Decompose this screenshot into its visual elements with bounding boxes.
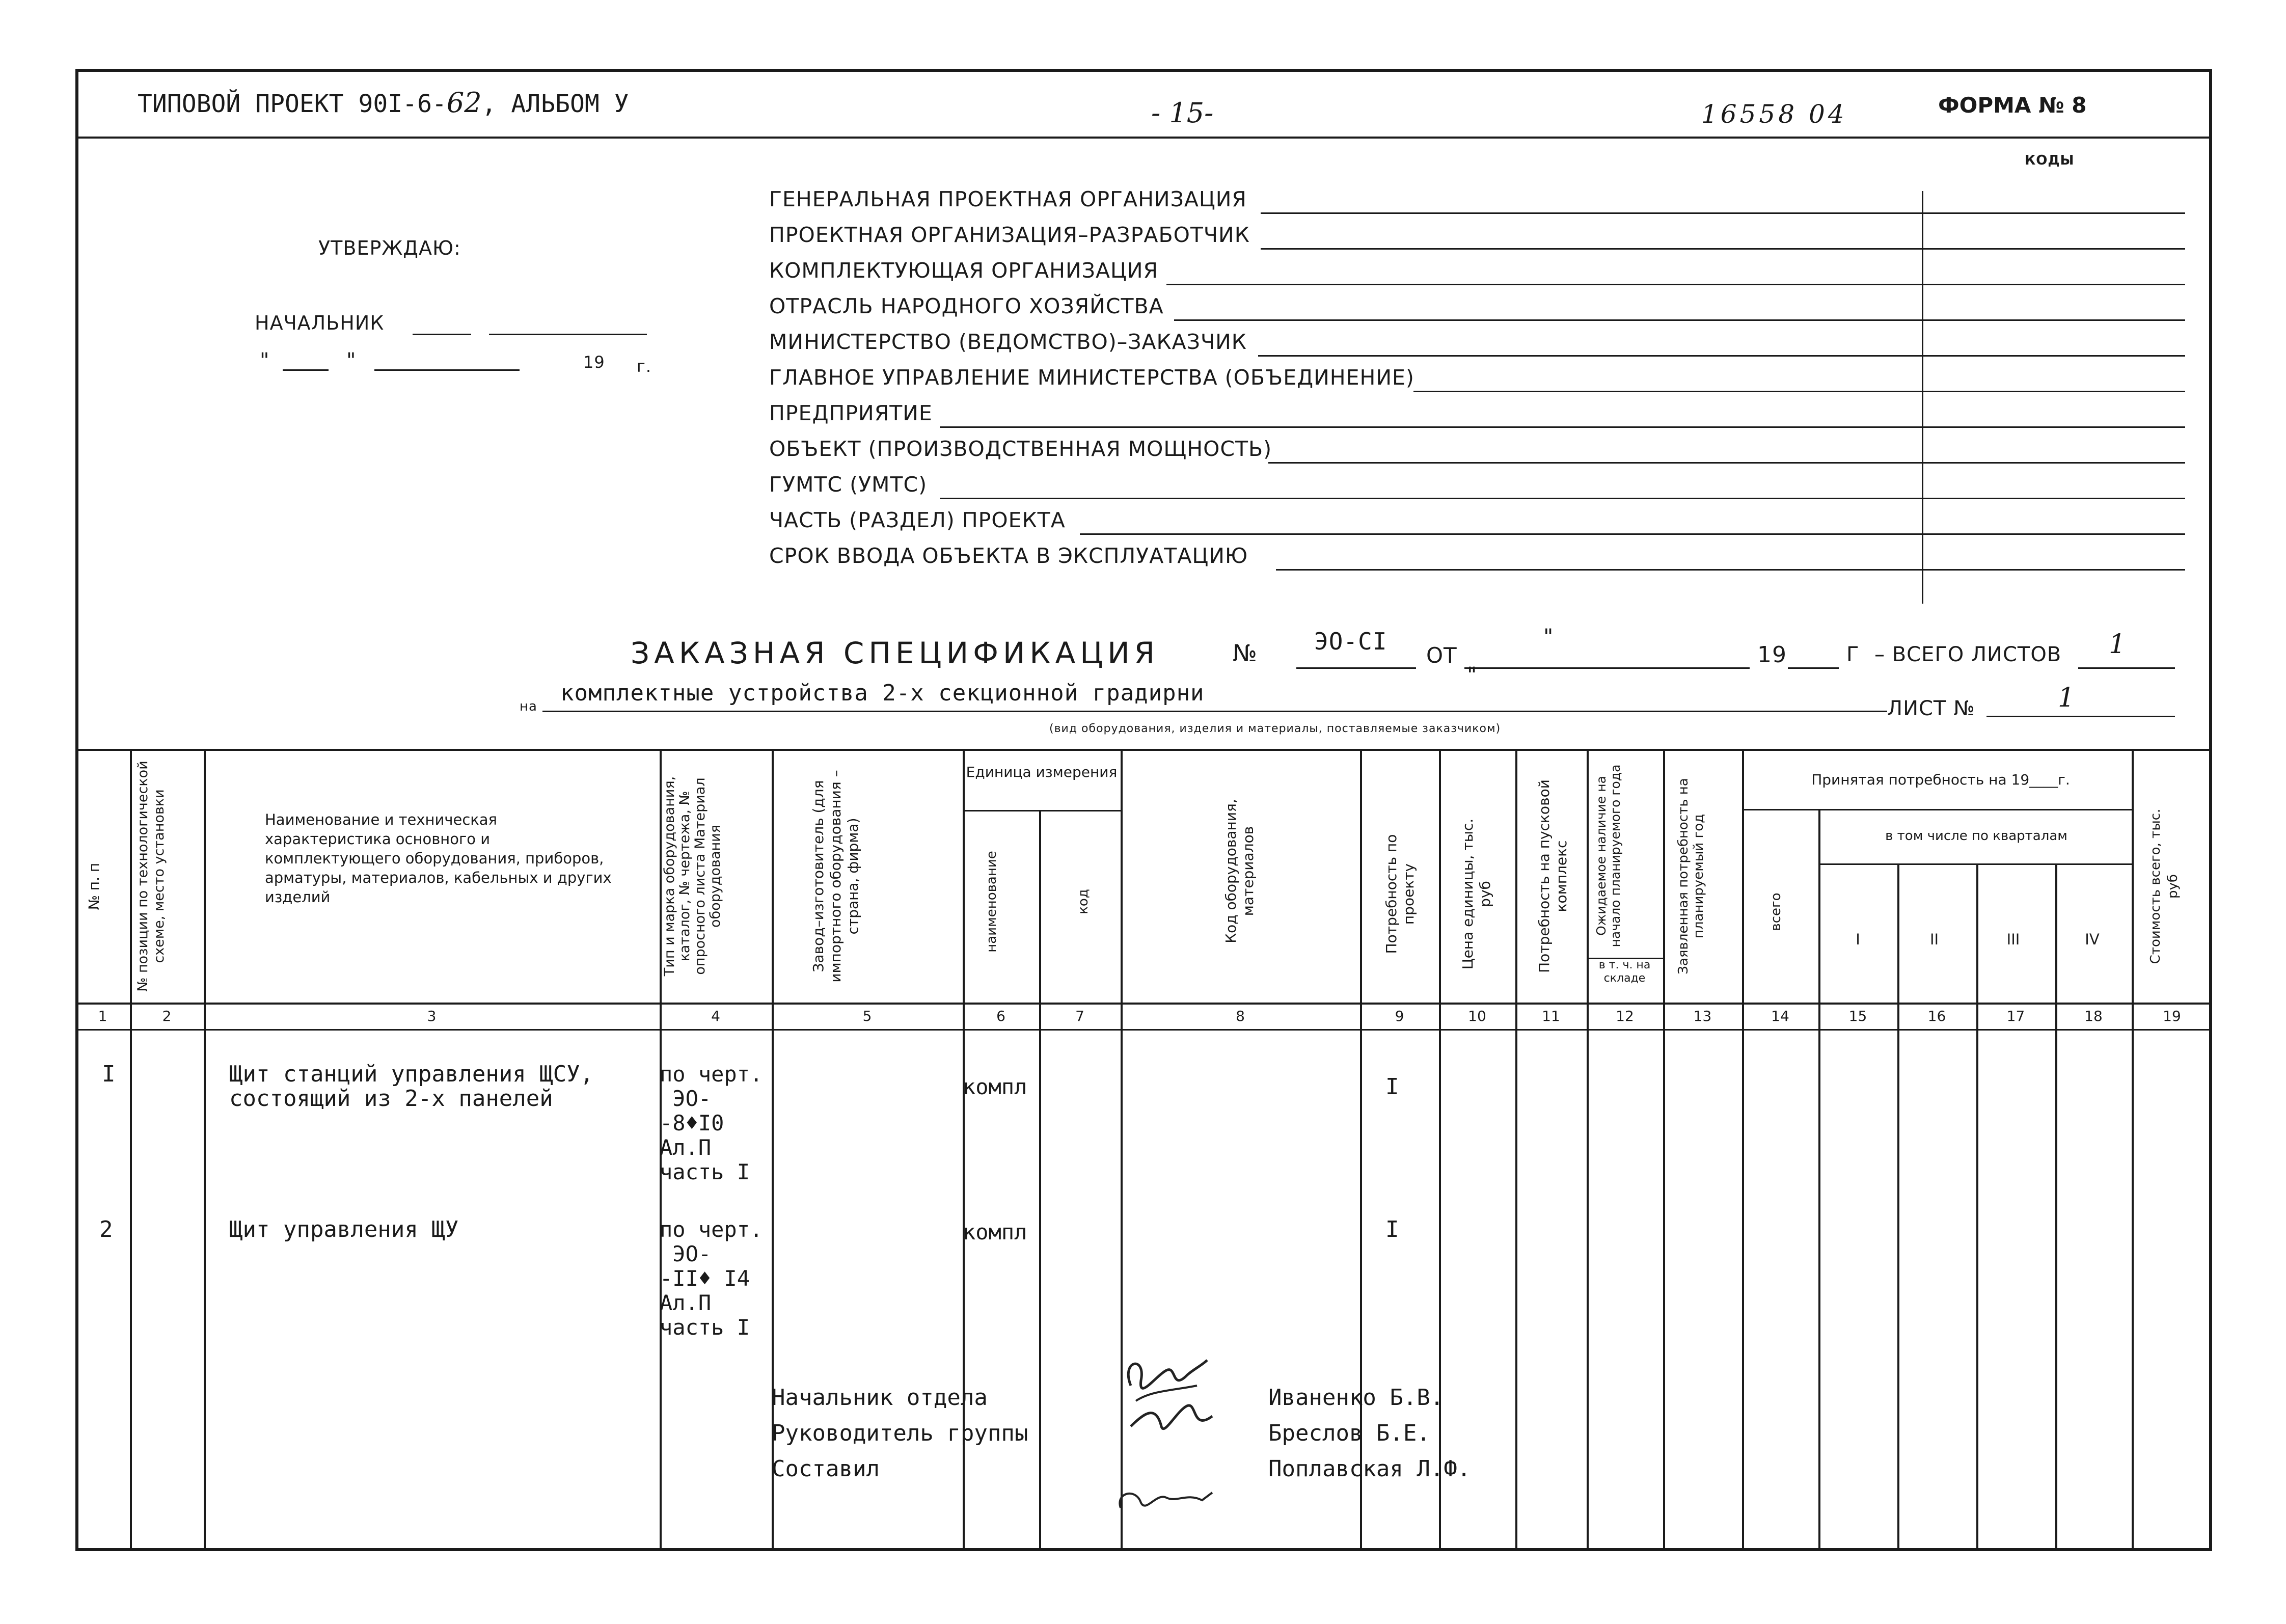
codes-label: КОДЫ [2025, 153, 2075, 168]
approve-g: г. [637, 357, 651, 376]
col-19-header: Стоимость всего, тыс. руб [2148, 808, 2181, 964]
org-field-label: ГЛАВНОЕ УПРАВЛЕНИЕ МИНИСТЕРСТВА (ОБЪЕДИНЕНИЕ) [769, 365, 1414, 390]
column-number: 9 [1395, 1008, 1404, 1024]
column-divider [1818, 809, 1820, 1549]
column-number: 16 [1927, 1008, 1946, 1024]
handwritten-code: 16558 04 [1701, 99, 1847, 129]
org-field-line[interactable] [1174, 319, 2185, 321]
column-number: 13 [1693, 1008, 1712, 1024]
table-top [75, 749, 2212, 751]
project-title: ТИПОВОЙ ПРОЕКТ 90I-6-62, АЛЬБОМ У [138, 87, 629, 119]
signature-role-2: Руководитель группы [772, 1420, 1028, 1446]
column-number: 11 [1542, 1008, 1560, 1024]
column-number: 6 [996, 1008, 1005, 1024]
row-1-number: I [102, 1061, 116, 1087]
sheet-number-label: ЛИСТ № [1887, 697, 1975, 720]
column-divider [1897, 863, 1899, 1549]
page-number: - 15- [1151, 97, 1214, 129]
column-number: 10 [1468, 1008, 1486, 1024]
codes-divider [1922, 191, 1923, 604]
chief-label: НАЧАЛЬНИК [255, 312, 385, 334]
spec-year-line [1788, 667, 1839, 669]
org-field-label: ГУМТС (УМТС) [769, 472, 928, 497]
spec-year: 19 [1757, 642, 1787, 668]
accepted-group-line [1742, 809, 2132, 810]
col-13-header: Заявленная потребность на планируемый год [1676, 778, 1706, 975]
org-field-line[interactable] [1261, 248, 2185, 250]
col-1-header: № п. п [86, 862, 102, 910]
spec-subject: комплектные устройства 2-х секционной градирни [560, 680, 1205, 706]
row-2-unit: компл [963, 1220, 1027, 1244]
header-divider [75, 137, 2212, 139]
org-field-line[interactable] [1268, 462, 2185, 464]
col-14-header: всего [1768, 892, 1784, 931]
spec-number-value: ЭО-СI [1314, 628, 1387, 655]
org-field-label: КОМПЛЕКТУЮЩАЯ ОРГАНИЗАЦИЯ [769, 258, 1159, 283]
column-divider [1976, 863, 1978, 1549]
handwritten-signatures [1110, 1355, 1263, 1523]
spec-date-line [1464, 667, 1750, 669]
spec-subject-caption: (вид оборудования, изделия и материалы, поставляемые заказчиком) [1049, 722, 1501, 735]
col-15-header: I [1856, 931, 1860, 948]
org-field-label: ЧАСТЬ (РАЗДЕЛ) ПРОЕКТА [769, 508, 1066, 532]
col-7-header: код [1076, 889, 1091, 914]
org-field-line[interactable] [940, 426, 2185, 428]
row-2-name: Щит управления ЩУ [229, 1216, 459, 1242]
column-divider [1439, 749, 1441, 1549]
org-field-line[interactable] [1276, 569, 2185, 571]
column-number: 8 [1236, 1008, 1245, 1024]
column-number: 5 [862, 1008, 872, 1024]
sheets-total-value: 1 [2109, 629, 2127, 660]
quarters-header: в том числе по кварталам [1885, 828, 2067, 844]
column-number: 12 [1616, 1008, 1634, 1024]
column-divider [1515, 749, 1517, 1549]
spec-number-line [1296, 667, 1416, 669]
column-number: 3 [427, 1008, 437, 1024]
project-number-handwritten: 62 [446, 87, 482, 119]
column-number: 4 [711, 1008, 720, 1024]
unit-group-line [963, 810, 1121, 811]
chief-line-long [489, 334, 647, 335]
spec-number-label: № [1233, 639, 1258, 667]
org-field-line[interactable] [940, 498, 2185, 499]
org-field-label: ПРОЕКТНАЯ ОРГАНИЗАЦИЯ–РАЗРАБОТЧИК [769, 223, 1250, 247]
col-4-header: Тип и марка оборудования, каталог, № чертежа, № опросного листа Материал оборудования [662, 776, 723, 977]
approve-title: УТВЕРЖДАЮ: [318, 237, 461, 259]
row-2-number: 2 [99, 1216, 113, 1242]
col-16-header: II [1929, 931, 1939, 948]
table-bottom [75, 1549, 2212, 1551]
signature-role-3: Составил [772, 1456, 880, 1482]
column-number: 19 [2163, 1008, 2181, 1024]
spec-g: Г [1846, 643, 1860, 666]
row-1-type: по черт. ЭО- -8♦I0 Ал.П часть I [660, 1062, 763, 1184]
approve-day-line [283, 369, 329, 371]
spec-na: на [520, 699, 537, 714]
column-number: 17 [2006, 1008, 2025, 1024]
approve-quote-close: " [346, 349, 357, 372]
signature-name-1: Иваненко Б.В. [1268, 1385, 1444, 1411]
row-1-qty: I [1385, 1074, 1399, 1100]
spec-subject-line [542, 711, 1887, 712]
quarters-group-line [1818, 863, 2132, 865]
form-number: ФОРМА № 8 [1938, 93, 2087, 118]
col-11-header: Потребность на пусковой комплекс [1536, 779, 1570, 973]
column-number: 7 [1075, 1008, 1084, 1024]
col-12-sub-header: в т. ч. на складе [1598, 959, 1651, 985]
chief-line-short [413, 334, 471, 335]
spec-quote-open: " [1543, 624, 1554, 649]
col-6-header: наименование [984, 851, 999, 953]
org-field-line[interactable] [1413, 391, 2185, 392]
unit-group-header: Единица измерения [966, 764, 1118, 780]
org-field-label: ОТРАСЛЬ НАРОДНОГО ХОЗЯЙСТВА [769, 294, 1164, 318]
approve-month-line [374, 369, 520, 371]
signature-name-2: Бреслов Б.Е. [1268, 1420, 1430, 1446]
column-divider [2132, 749, 2134, 1549]
row-2-type: по черт. ЭО- -II♦ I4 Ал.П часть I [660, 1217, 763, 1340]
sheet-number-line [1986, 716, 2175, 717]
sheets-total-label: – ВСЕГО ЛИСТОВ [1874, 643, 2062, 666]
row-1-name: Щит станций управления ЩСУ, состоящий из 2-х панелей [229, 1061, 594, 1112]
accepted-header: Принятая потребность на 19____г. [1811, 771, 2070, 788]
column-divider [1039, 810, 1041, 1549]
org-field-line[interactable] [1261, 212, 2185, 214]
sheet-number-value: 1 [2058, 683, 2076, 713]
sheets-total-line [2078, 667, 2175, 669]
column-divider [1742, 749, 1744, 1549]
col-9-header: Потребность по проекту [1383, 834, 1417, 954]
column-divider [1587, 749, 1589, 1549]
column-number: 1 [98, 1008, 107, 1024]
org-field-label: ПРЕДПРИЯТИЕ [769, 401, 933, 425]
spec-date-label: ОТ [1426, 643, 1457, 668]
spec-quote-close: " [1467, 662, 1478, 687]
col-5-header: Завод–изготовитель (для импортного оборудования –страна, фирма) [810, 770, 861, 983]
column-divider [2055, 863, 2057, 1549]
column-divider [204, 749, 206, 1549]
row-2-qty: I [1385, 1216, 1399, 1242]
approve-quote-open: " [260, 349, 270, 372]
org-field-line[interactable] [1080, 533, 2185, 535]
signature-role-1: Начальник отдела [772, 1385, 988, 1411]
column-number: 15 [1848, 1008, 1867, 1024]
column-number: 14 [1771, 1008, 1789, 1024]
org-field-line[interactable] [1166, 284, 2185, 285]
approve-year: 19 [583, 353, 605, 372]
org-field-line[interactable] [1258, 355, 2185, 357]
column-number: 2 [162, 1008, 172, 1024]
org-field-label: ОБЪЕКТ (ПРОИЗВОДСТВЕННАЯ МОЩНОСТЬ) [769, 437, 1272, 461]
spec-title: ЗАКАЗНАЯ СПЕЦИФИКАЦИЯ [631, 636, 1159, 670]
col-10-header: Цена единицы, тыс. руб [1459, 818, 1493, 970]
col-8-header: Код оборудования, материалов [1222, 799, 1257, 943]
org-field-label: МИНИСТЕРСТВО (ВЕДОМСТВО)–ЗАКАЗЧИК [769, 330, 1247, 354]
column-divider [1663, 749, 1665, 1549]
col-2-header: № позиции по технологической схеме, место установки [135, 761, 167, 992]
column-number: 18 [2084, 1008, 2103, 1024]
row-1-unit: компл [963, 1074, 1027, 1099]
org-field-label: СРОК ВВОДА ОБЪЕКТА В ЭКСПЛУАТАЦИЮ [769, 544, 1248, 568]
org-field-label: ГЕНЕРАЛЬНАЯ ПРОЕКТНАЯ ОРГАНИЗАЦИЯ [769, 187, 1247, 211]
column-divider [130, 749, 132, 1549]
col-3-header: Наименование и техническая характеристика основного и комплектующего оборудования, приборов, арматуры, материалов, кабельных и других изделий [265, 811, 612, 906]
col-12-header: Ожидаемое наличие на начало планируемого года [1594, 764, 1623, 948]
signature-name-3: Поплавская Л.Ф. [1268, 1456, 1471, 1482]
table-header-bottom [75, 1003, 2212, 1005]
col-18-header: IV [2085, 931, 2100, 948]
table-numbers-bottom [75, 1029, 2212, 1031]
col-17-header: III [2006, 931, 2020, 948]
